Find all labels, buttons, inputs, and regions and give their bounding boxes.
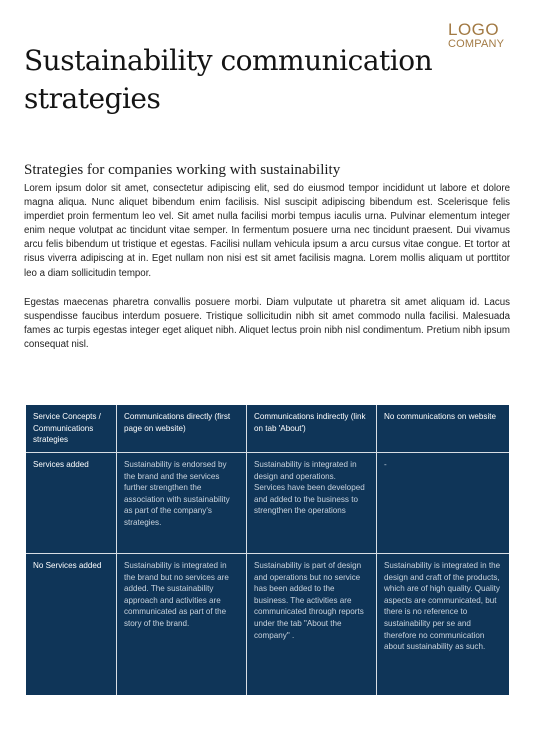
body-paragraph: Egestas maecenas pharetra convallis posuere morbi. Diam vulputate ut pharetra sit amet aliquam id. Lacus suspendisse faucibus interdum posuere. Tristique sollicitudin nibh sit amet commodo nulla facilisi. Malesuada fames ac turpis egestas integer eget aliquet nibh. Aliquet lectus proin nibh nisl condimentum. Pretium nibh ipsum consequat nisl. <box>24 297 510 351</box>
strategy-matrix-table <box>26 405 509 695</box>
table-header-cell: No communications on website <box>377 405 509 453</box>
company-logo <box>448 22 518 51</box>
table-cell: Sustainability is integrated in design and operations. Services have been developed and added to the business to strengthen the operations <box>247 453 377 554</box>
body-paragraph: Lorem ipsum dolor sit amet, consectetur adipiscing elit, sed do eiusmod tempor incididunt ut labore et dolore magna aliqua. Nunc aliquet bibendum enim facilisis. Nisl suscipit adipiscing bibendum est. Scelerisque felis imperdiet proin fermentum leo vel. Sit amet nulla facilisi morbi tempus iaculis urna. Pulvinar elementum integer enim neque volutpat ac tincidunt vitae semper. In fermentum posuere urna nec tincidunt praesent. Dui vivamus arcu felis bibendum ut tristique et egestas. Facilisi nullam vehicula ipsum a arcu cursus vitae congue. Et tortor at risus viverra adipiscing at in. Eget nullam non nisi est sit amet facilisis magna. Lorem mollis aliquam ut porttitor leo a diam sollicitudin tempor. <box>24 183 510 279</box>
section-heading: Strategies for companies working with sustainability <box>24 162 341 178</box>
table-cell: Sustainability is integrated in the brand but no services are added. The sustainability approach and activities are communicated as part of the story of the brand. <box>117 554 247 695</box>
page-title: Sustainability communication strategies <box>24 44 433 115</box>
table-row-label: No Services added <box>26 554 117 695</box>
table-header-cell: Communications directly (first page on website) <box>117 405 247 453</box>
table-row-label: Services added <box>26 453 117 554</box>
table-cell: - <box>377 453 509 554</box>
table-cell: Sustainability is endorsed by the brand and the services further strengthen the association with sustainability as part of the company's strategies. <box>117 453 247 554</box>
logo-company-text: COMPANY <box>448 38 505 50</box>
table-cell: Sustainability is integrated in the design and craft of the products, which are of high quality. Quality aspects are communicated, but there is no reference to sustainability per se and therefore no communication about sustainability as such. <box>384 561 501 652</box>
table-header-cell: Service Concepts / Communications strategies <box>26 405 117 453</box>
table-header-cell: Communications indirectly (link on tab 'About') <box>247 405 377 453</box>
table-cell: Sustainability is part of design and operations but no service has been added to the business. The activities are communicated through reports under the tab "About the company" . <box>247 554 377 695</box>
logo-text: LOGO <box>448 20 500 39</box>
